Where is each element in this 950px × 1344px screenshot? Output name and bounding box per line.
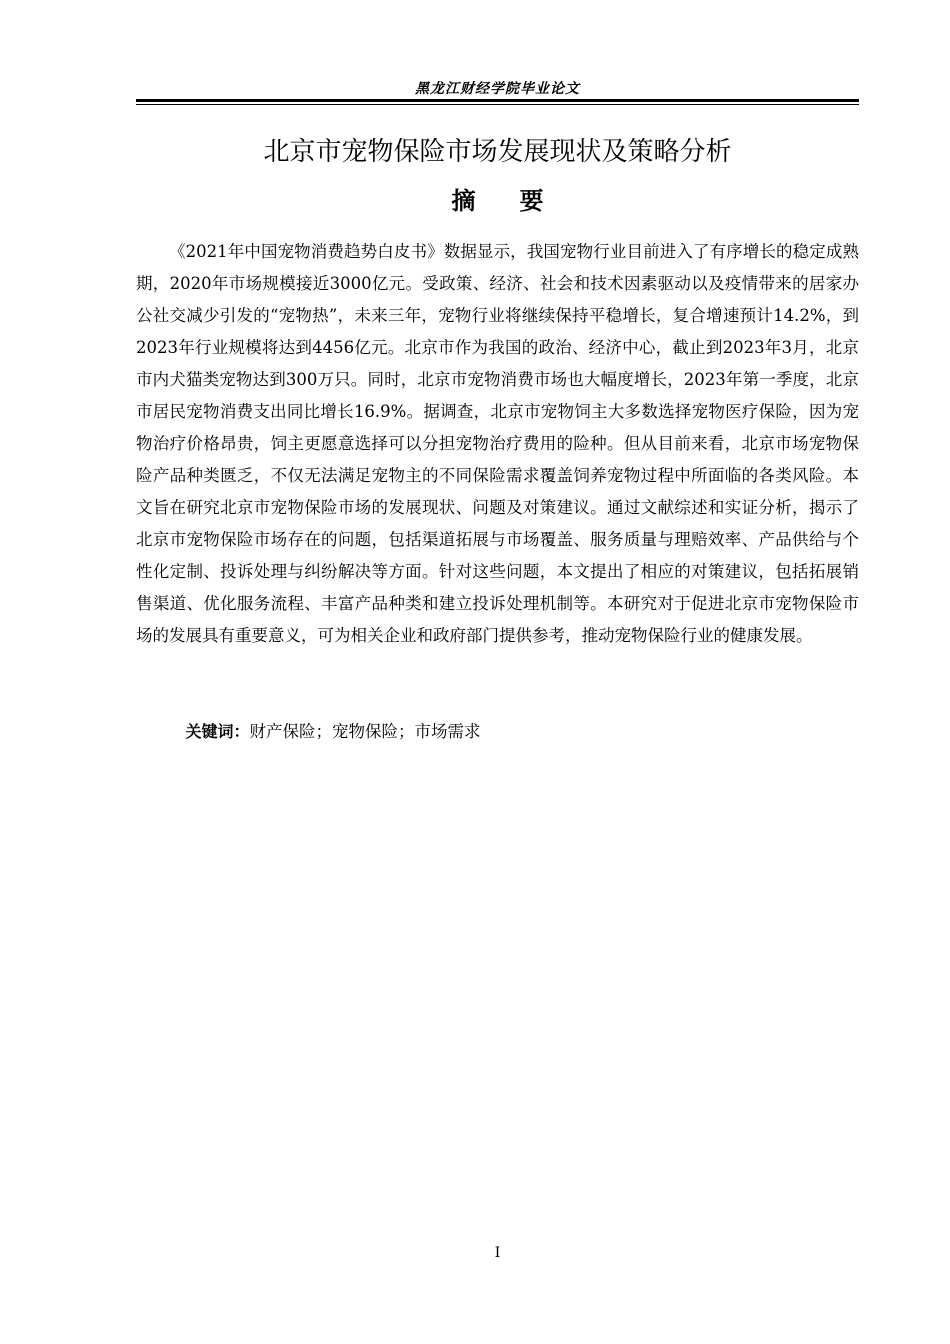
abstract-heading-char-1: 摘 bbox=[451, 187, 476, 215]
header-rule-thick bbox=[136, 99, 859, 102]
keywords-line bbox=[136, 716, 859, 748]
keywords-value: 财产保险；宠物保险；市场需求 bbox=[249, 722, 481, 741]
abstract-heading-char-2: 要 bbox=[519, 187, 544, 215]
page-header bbox=[136, 78, 859, 104]
abstract-body: 《2021年中国宠物消费趋势白皮书》数据显示，我国宠物行业目前进入了有序增长的稳定成熟期，2020年市场规模接近3000亿元。受政策、经济、社会和技术因素驱动以及疫情带来的居家办公社交减少引发的“宠物热”，未来三年，宠物行业将继续保持平稳增长，复合增速预计14.2%，到2023年行业规模将达到4456亿元。北京市作为我国的政治、经济中心，截止到2023年3月，北京市内犬猫类宠物达到300万只。同时，北京市宠物消费市场也大幅度增长，2023年第一季度，北京市居民宠物消费支出同比增长16.9%。据调查，北京市宠物饲主大多数选择宠物医疗保险，因为宠物治疗价格昂贵，饲主更愿意选择可以分担宠物治疗费用的险种。但从目前来看，北京市场宠物保险产品种类匮乏，不仅无法满足宠物主的不同保险需求覆盖饲养宠物过程中所面临的各类风险。本文旨在研究北京市宠物保险市场的发展现状、问题及对策建议。通过文献综述和实证分析，揭示了北京市宠物保险市场存在的问题，包括渠道拓展与市场覆盖、服务质量与理赔效率、产品供给与个性化定制、投诉处理与纠纷解决等方面。针对这些问题，本文提出了相应的对策建议，包括拓展销售渠道、优化服务流程、丰富产品种类和建立投诉处理机制等。本研究对于促进北京市宠物保险市场的发展具有重要意义，可为相关企业和政府部门提供参考，推动宠物保险行业的健康发展。 bbox=[136, 242, 859, 645]
keywords-label: 关键词： bbox=[185, 722, 250, 741]
page-number: I bbox=[494, 1245, 501, 1261]
paper-title: 北京市宠物保险市场发展现状及策略分析 bbox=[263, 137, 732, 167]
header-title: 黑龙江财经学院毕业论文 bbox=[415, 81, 580, 97]
abstract-heading bbox=[136, 184, 859, 218]
header-rule-thin bbox=[136, 104, 859, 105]
